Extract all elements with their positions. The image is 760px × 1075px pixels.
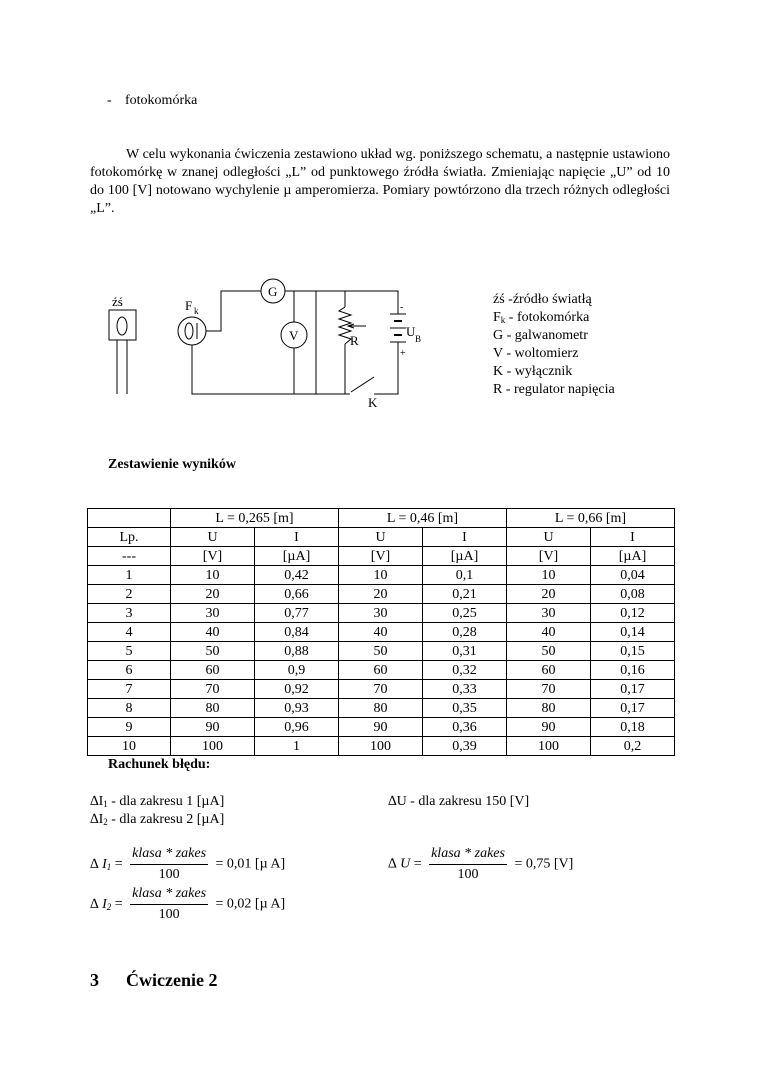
table-cell: 9 xyxy=(88,718,171,737)
formula-result: = 0,01 [µ A] xyxy=(215,856,286,872)
resistor-label: R xyxy=(350,333,359,348)
table-cell: 7 xyxy=(88,680,171,699)
table-cell: 2 xyxy=(88,585,171,604)
table-unit-row xyxy=(88,547,675,566)
table-cell: 0,25 xyxy=(423,604,507,623)
table-cell: 40 xyxy=(339,623,423,642)
table-cell: 0,08 xyxy=(591,585,675,604)
table-cell: 90 xyxy=(171,718,255,737)
table-cell: 10 xyxy=(507,566,591,585)
intro-paragraph xyxy=(90,146,670,218)
table-cell: 70 xyxy=(507,680,591,699)
table-cell: 80 xyxy=(339,699,423,718)
table-row xyxy=(88,699,675,718)
battery-plus: + xyxy=(400,348,406,359)
section-heading xyxy=(90,970,217,991)
table-cell: 40 xyxy=(171,623,255,642)
table-cell: 30 xyxy=(339,604,423,623)
formula-denominator: 100 xyxy=(158,907,180,922)
table-cell: 10 xyxy=(171,566,255,585)
table-cell: 0,84 xyxy=(255,623,339,642)
table-header-cell xyxy=(88,509,171,528)
error-range-u: ∆U - dla zakresu 150 [V] xyxy=(388,794,530,809)
bullet-item xyxy=(107,92,197,110)
table-cell: 80 xyxy=(171,699,255,718)
formula-numerator: klasa * zakes xyxy=(130,886,208,905)
table-cell: 1 xyxy=(255,737,339,756)
lp-header: Lp. xyxy=(88,528,171,547)
legend-voltmeter: V - woltomierz xyxy=(493,346,579,361)
table-cell: 0,04 xyxy=(591,566,675,585)
table-cell: 0,1 xyxy=(423,566,507,585)
table-cell: 0,31 xyxy=(423,642,507,661)
table-cell: 3 xyxy=(88,604,171,623)
table-cell: 70 xyxy=(171,680,255,699)
formula-denominator: 100 xyxy=(158,867,180,882)
table-cell: 40 xyxy=(507,623,591,642)
table-cell: 1 xyxy=(88,566,171,585)
table-cell: 30 xyxy=(507,604,591,623)
u-unit: [V] xyxy=(507,547,591,566)
table-cell: 0,12 xyxy=(591,604,675,623)
table-row xyxy=(88,661,675,680)
table-cell: 50 xyxy=(171,642,255,661)
formula-numerator: klasa * zakes xyxy=(130,846,208,865)
formula-denominator: 100 xyxy=(457,867,479,882)
table-cell: 100 xyxy=(507,737,591,756)
error-range-i1: $\Delta I_1$ - dla zakresu 1 [µA] xyxy=(90,794,225,809)
table-cell: 0,32 xyxy=(423,661,507,680)
circuit-diagram xyxy=(104,272,434,412)
error-range-i2: $\Delta I_2$ - dla zakresu 2 [µA] xyxy=(90,812,225,827)
u-unit: [V] xyxy=(339,547,423,566)
intro-text: W celu wykonania ćwiczenia zestawiono układ wg. poniższego schematu, a następnie ustawiono fotokomórkę w znanej odległości „L” od punktowego źródła światła. Zmieniając napięcie „U” od 10 do 100 [V] notowano wychylenie µ amperomierza. Pomiary powtórzono dla trzech różnych odległości „L”. xyxy=(90,147,670,216)
formula-delta-u: ∆ U = $\frac{\text{klasa * zakes}}{100}$ = 0,75 [V] xyxy=(388,846,574,882)
table-cell: 0,17 xyxy=(591,699,675,718)
table-header-row xyxy=(88,509,675,528)
u-header: U xyxy=(171,528,255,547)
table-cell: 4 xyxy=(88,623,171,642)
table-cell: 6 xyxy=(88,661,171,680)
table-cell: 50 xyxy=(507,642,591,661)
circuit-legend xyxy=(493,291,615,399)
table-cell: 0,15 xyxy=(591,642,675,661)
table-cell: 60 xyxy=(507,661,591,680)
formula-delta-i2: ∆ $I_2$ = $\frac{\text{klasa * zakes}}{100}$ = 0,02 [µ A] xyxy=(90,886,286,922)
table-cell: 90 xyxy=(339,718,423,737)
table-cell: 0,2 xyxy=(591,737,675,756)
switch-label: K xyxy=(368,395,378,410)
table-cell: 60 xyxy=(339,661,423,680)
table-cell: 90 xyxy=(507,718,591,737)
group-header: L = 0,66 [m] xyxy=(507,509,675,528)
table-row xyxy=(88,604,675,623)
table-row xyxy=(88,642,675,661)
photocell-label-sub: k xyxy=(194,306,199,316)
i-header: I xyxy=(591,528,675,547)
i-header: I xyxy=(255,528,339,547)
photocell-symbol xyxy=(178,317,206,345)
table-cell: 20 xyxy=(339,585,423,604)
dash-cell: --- xyxy=(88,547,171,566)
legend-source: źś -źródło światłą xyxy=(493,292,592,307)
u-header: U xyxy=(339,528,423,547)
table-cell: 0,96 xyxy=(255,718,339,737)
legend-switch: K - wyłącznik xyxy=(493,364,573,379)
table-cell: 10 xyxy=(88,737,171,756)
table-cell: 0,16 xyxy=(591,661,675,680)
table-cell: 70 xyxy=(339,680,423,699)
formula-result: = 0,75 [V] xyxy=(514,856,574,872)
table-cell: 0,42 xyxy=(255,566,339,585)
group-header: L = 0,265 [m] xyxy=(171,509,339,528)
table-cell: 0,33 xyxy=(423,680,507,699)
table-cell: 0,35 xyxy=(423,699,507,718)
table-cell: 100 xyxy=(171,737,255,756)
formula-delta-i1: ∆ $I_1$ = $\frac{\text{klasa * zakes}}{100}$ = 0,01 [µ A] xyxy=(90,846,286,882)
table-cell: 30 xyxy=(171,604,255,623)
u-header: U xyxy=(507,528,591,547)
legend-regulator: R - regulator napięcia xyxy=(493,382,615,397)
table-cell: 0,39 xyxy=(423,737,507,756)
battery-minus: - xyxy=(400,302,404,313)
results-title: Zestawienie wyników xyxy=(108,457,236,472)
i-unit: [µA] xyxy=(423,547,507,566)
formula-numerator: klasa * zakes xyxy=(429,846,507,865)
u-unit: [V] xyxy=(171,547,255,566)
table-cell: 20 xyxy=(507,585,591,604)
formula-result: = 0,02 [µ A] xyxy=(215,896,286,912)
table-cell: 0,36 xyxy=(423,718,507,737)
table-row xyxy=(88,680,675,699)
i-unit: [µA] xyxy=(591,547,675,566)
table-cell: 100 xyxy=(339,737,423,756)
table-cell: 0,17 xyxy=(591,680,675,699)
table-cell: 80 xyxy=(507,699,591,718)
table-cell: 0,14 xyxy=(591,623,675,642)
table-row xyxy=(88,566,675,585)
table-cell: 0,77 xyxy=(255,604,339,623)
table-cell: 8 xyxy=(88,699,171,718)
i-header: I xyxy=(423,528,507,547)
legend-photocell: $F_k$ - fotokomórka xyxy=(493,310,590,325)
table-cell: 5 xyxy=(88,642,171,661)
voltmeter-label: V xyxy=(289,328,299,343)
table-cell: 0,92 xyxy=(255,680,339,699)
table-cell: 0,21 xyxy=(423,585,507,604)
table-cell: 0,88 xyxy=(255,642,339,661)
table-cell: 0,66 xyxy=(255,585,339,604)
photocell-label: F xyxy=(185,298,193,313)
table-cell: 50 xyxy=(339,642,423,661)
group-header: L = 0,46 [m] xyxy=(339,509,507,528)
light-source-box xyxy=(109,310,136,340)
table-cell: 20 xyxy=(171,585,255,604)
battery-label-sub: B xyxy=(415,334,422,344)
table-cell: 10 xyxy=(339,566,423,585)
table-row xyxy=(88,623,675,642)
table-cell: 0,18 xyxy=(591,718,675,737)
section-number: 3 xyxy=(90,970,99,990)
i-unit: [µA] xyxy=(255,547,339,566)
legend-galvanometer: G - galwanometr xyxy=(493,328,588,343)
error-title: Rachunek błędu: xyxy=(108,757,211,772)
table-cell: 0,28 xyxy=(423,623,507,642)
table-row xyxy=(88,718,675,737)
galvanometer-label: G xyxy=(268,284,278,299)
bullet-dash: - xyxy=(107,93,112,108)
table-row xyxy=(88,737,675,756)
section-title: Ćwiczenie 2 xyxy=(126,970,218,990)
battery-label: U xyxy=(406,324,416,339)
bullet-text: fotokomórka xyxy=(125,93,198,108)
table-row xyxy=(88,585,675,604)
table-header-row xyxy=(88,528,675,547)
light-bulb xyxy=(117,317,127,335)
table-cell: 0,93 xyxy=(255,699,339,718)
table-cell: 60 xyxy=(171,661,255,680)
source-label: źś xyxy=(112,294,123,309)
table-cell: 0,9 xyxy=(255,661,339,680)
results-table xyxy=(87,508,675,756)
